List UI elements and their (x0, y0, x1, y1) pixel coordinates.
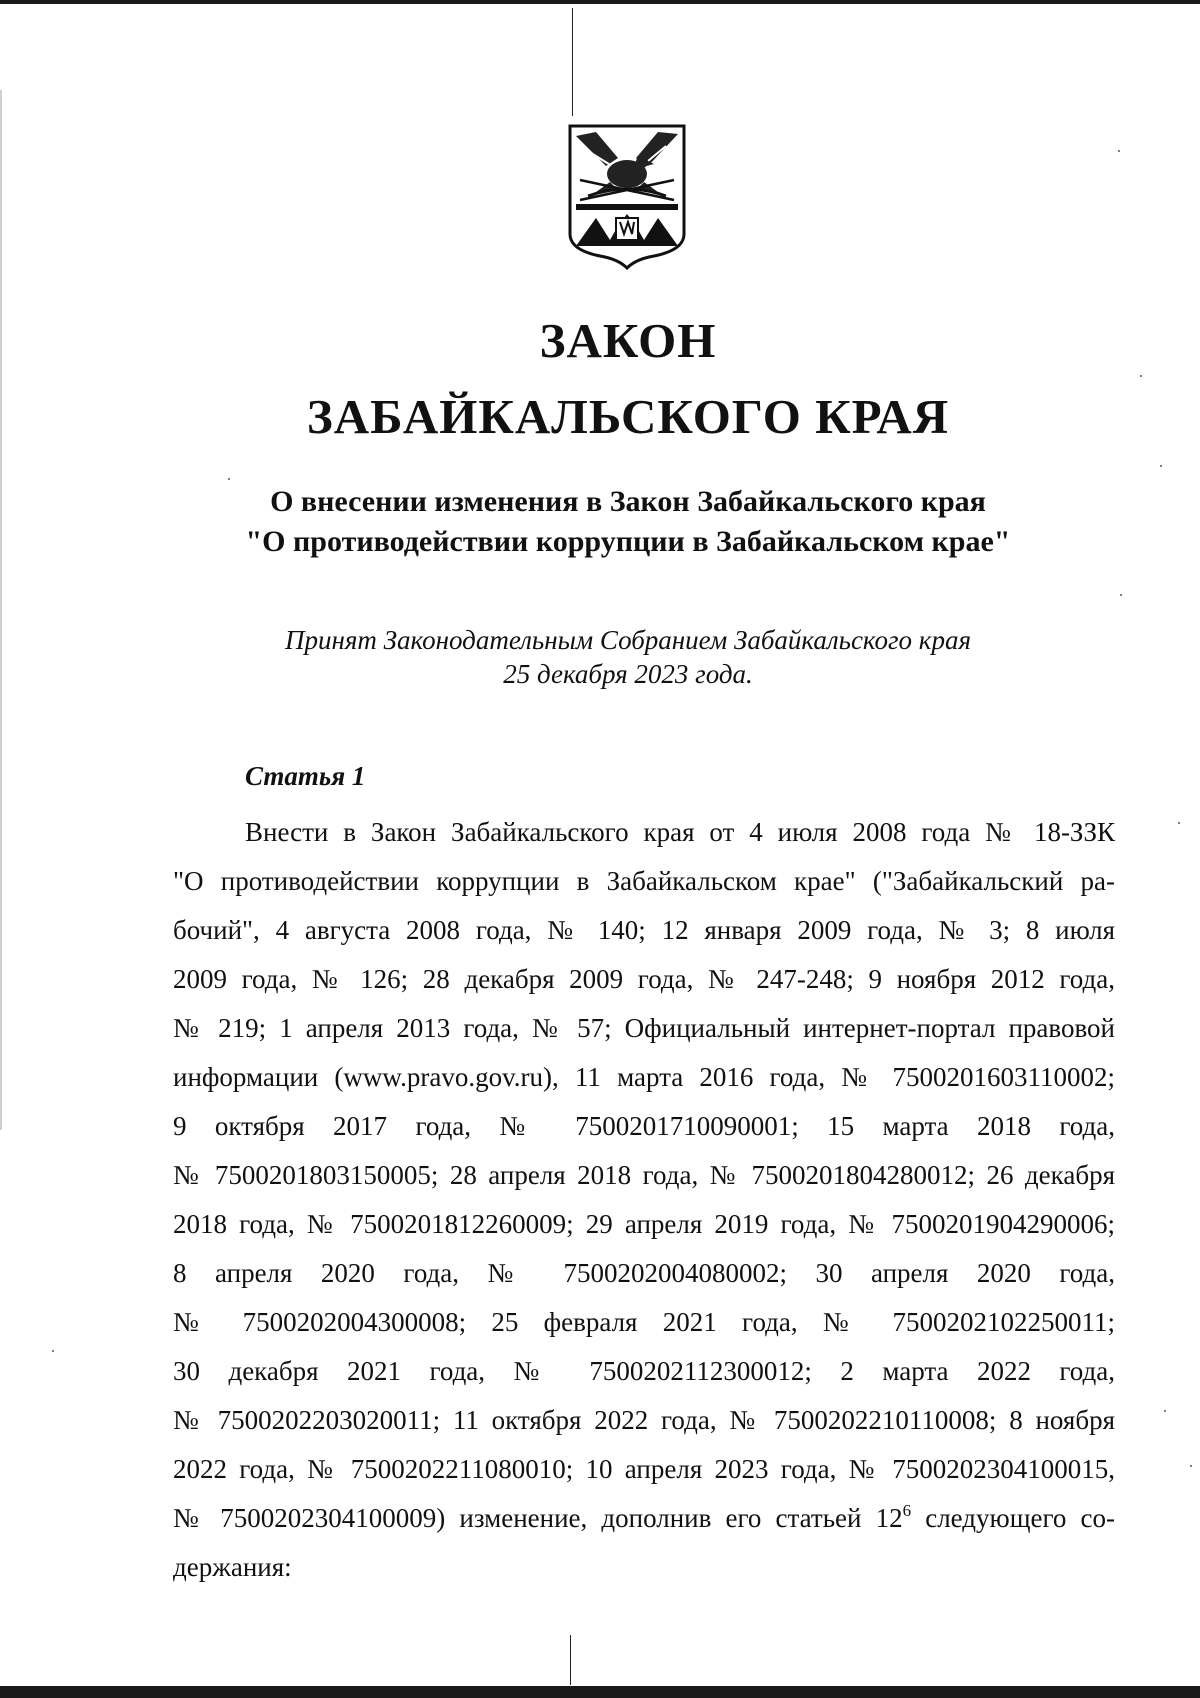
adoption-date: 25 декабря 2023 года. (503, 659, 753, 689)
body-line: информации (www.pravo.gov.ru), 11 марта 2016 года, № 7500201603110002; (173, 1062, 1115, 1092)
scan-speck (1190, 1465, 1192, 1467)
subtitle-line-1: О внесении изменения в Закон Забайкальского края (270, 485, 986, 518)
body-line: бочий", 4 августа 2008 года, № 140; 12 января 2009 года, № 3; 8 июля (173, 915, 1115, 945)
body-line: 2022 года, № 7500202211080010; 10 апреля 2023 года, № 7500202304100015, (173, 1454, 1115, 1484)
body-line: 2009 года, № 126; 28 декабря 2009 года, № 247-248; 9 ноября 2012 года, (173, 964, 1115, 994)
article-number-superscript: 6 (902, 1501, 912, 1520)
scan-speck (1118, 150, 1120, 152)
scan-edge-left (0, 90, 2, 1130)
article-heading: Статья 1 (245, 761, 366, 791)
scan-edge-top (0, 0, 1200, 4)
scan-speck (1120, 594, 1122, 596)
body-line: № 219; 1 апреля 2013 года, № 57; Официальный интернет-портал правовой (173, 1013, 1115, 1043)
body-line: 30 декабря 2021 года, № 7500202112300012; 2 марта 2022 года, (173, 1356, 1115, 1386)
body-line: № 7500202203020011; 11 октября 2022 года, № 7500202210110008; 8 ноября (173, 1405, 1115, 1435)
scan-speck (1160, 465, 1162, 467)
fold-line-bottom (570, 1635, 571, 1685)
scan-speck (1164, 1410, 1166, 1412)
scan-speck (52, 1350, 54, 1352)
scan-speck (1140, 375, 1142, 377)
body-line: № 7500202004300008; 25 февраля 2021 года, № 7500202102250011; (173, 1307, 1115, 1337)
body-line: 2018 года, № 7500201812260009; 29 апреля 2019 года, № 7500201904290006; (173, 1209, 1115, 1239)
adoption-note-line-1: Принят Законодательным Собранием Забайкальского края (284, 625, 971, 655)
body-line: 8 апреля 2020 года, № 7500202004080002; 30 апреля 2020 года, (173, 1258, 1115, 1288)
body-line: Внести в Закон Забайкальского края от 4 июля 2008 года № 18-ЗЗК (245, 817, 1115, 847)
adoption-note (0, 623, 1200, 691)
law-title: ЗАКОН (539, 313, 717, 368)
body-text-fragment: № 7500202304100009) изменение, дополнив его статьей 12 (173, 1503, 903, 1533)
body-line: держания: (173, 1552, 292, 1582)
article-body (173, 808, 1115, 1592)
law-subtitle (0, 482, 1200, 562)
scan-edge-bottom (0, 1686, 1200, 1698)
coat-of-arms-icon (566, 122, 688, 270)
fold-line-top (572, 8, 573, 116)
scan-speck (228, 478, 230, 480)
subtitle-line-2: "О противодействии коррупции в Забайкальском крае" (245, 525, 1011, 558)
law-region-title: ЗАБАЙКАЛЬСКОГО КРАЯ (306, 389, 950, 444)
body-line: 9 октября 2017 года, № 7500201710090001; 15 марта 2018 года, (173, 1111, 1115, 1141)
body-line: "О противодействии коррупции в Забайкальском крае" ("Забайкальский ра- (173, 866, 1115, 896)
body-line-with-superscript (173, 1494, 1115, 1543)
body-text-fragment: следующего со- (911, 1503, 1115, 1533)
scan-speck (1178, 822, 1180, 824)
body-line: № 7500201803150005; 28 апреля 2018 года, № 7500201804280012; 26 декабря (173, 1160, 1115, 1190)
